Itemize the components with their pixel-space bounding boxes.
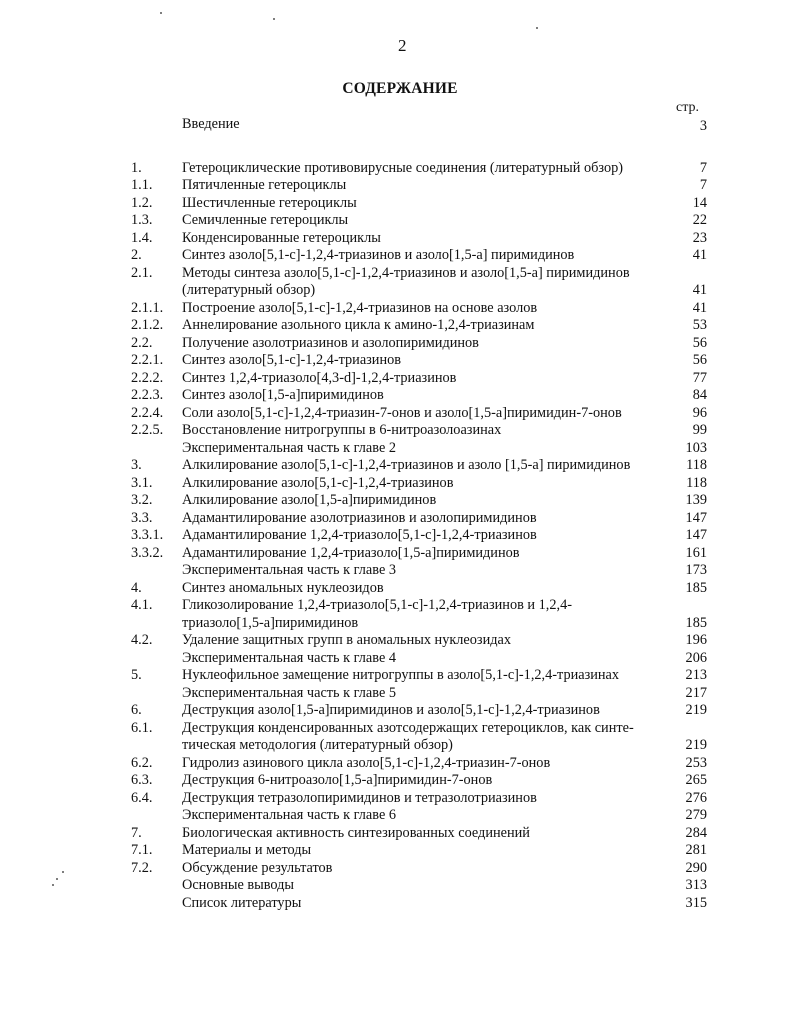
toc-entry-number: 2.2.5. xyxy=(131,422,164,438)
toc-entry-page: 219 xyxy=(685,737,707,753)
scan-speck xyxy=(62,871,64,873)
toc-entry-number: 6.1. xyxy=(131,719,153,736)
toc-entry-title: Построение азоло[5,1-с]-1,2,4-триазинов на основе азолов xyxy=(182,299,538,316)
toc-entry-title: Адамантилирование азолотриазинов и азолопиримидинов xyxy=(182,509,537,526)
toc-entry-page: 265 xyxy=(685,772,707,788)
toc-entry-title: Адамантилирование 1,2,4-триазоло[1,5-а]пиримидинов xyxy=(182,544,520,561)
toc-entry-title: Список литературы xyxy=(182,894,302,911)
toc-entry-title: Шестичленные гетероциклы xyxy=(182,194,357,211)
toc-entry-page: 217 xyxy=(685,684,707,701)
page-number: 2 xyxy=(398,36,407,55)
toc-entry-number: 2.1.1. xyxy=(131,299,164,316)
toc-entry-page: 313 xyxy=(685,877,707,893)
toc-entry-page: 23 xyxy=(692,229,707,246)
toc-entry-number: 2.1.2. xyxy=(131,317,164,333)
toc-entry-title: Удаление защитных групп в аномальных нуклеозидах xyxy=(182,632,511,648)
toc-entry-page: 206 xyxy=(685,649,707,666)
toc-entry-page: 56 xyxy=(692,334,707,351)
toc-entry-number: 2.2. xyxy=(131,334,153,351)
toc-entry-number: 7.1. xyxy=(131,842,153,858)
toc-entry-page: 41 xyxy=(692,282,707,298)
toc-entry-page: 77 xyxy=(692,369,707,386)
toc-entry-number: 4.2. xyxy=(131,632,153,648)
toc-entry-title: Экспериментальная часть к главе 4 xyxy=(182,649,397,666)
toc-entry-number: 1.4. xyxy=(131,229,153,246)
toc-entry-title: Деструкция конденсированных азотсодержащих гетероциклов, как синте- xyxy=(182,719,634,736)
toc-entry-title: Экспериментальная часть к главе 5 xyxy=(182,684,397,701)
toc-entry-title: Деструкция 6-нитроазоло[1,5-а]пиримидин-7-онов xyxy=(182,772,493,788)
toc-entry-number: 6.4. xyxy=(131,789,153,806)
toc-entry-page: 96 xyxy=(692,404,707,421)
toc-entry-number: 2.2.1. xyxy=(131,352,164,368)
toc-entry-number: 4. xyxy=(131,579,142,596)
toc-entry-number: 1.3. xyxy=(131,212,153,228)
toc-entry-number: 5. xyxy=(131,667,142,683)
toc-entry-title: Деструкция тетразолопиримидинов и тетразолотриазинов xyxy=(182,789,537,806)
toc-entry-page: 41 xyxy=(692,247,707,263)
toc-entry-title: Гликозолирование 1,2,4-триазоло[5,1-с]-1,2,4-триазинов и 1,2,4- xyxy=(182,597,572,613)
toc-entry-page: 53 xyxy=(692,317,707,333)
toc-entry-page: 147 xyxy=(685,527,707,543)
toc-entry-page: 7 xyxy=(699,159,707,176)
toc-entry-page: 84 xyxy=(692,387,707,403)
toc-entry-title: Экспериментальная часть к главе 2 xyxy=(182,439,397,456)
toc-entry-title: Введение xyxy=(182,116,240,132)
toc-entry-page: 185 xyxy=(685,579,707,596)
toc-entry-number: 2. xyxy=(131,247,142,263)
toc-entry-page: 147 xyxy=(685,509,707,526)
toc-entry-number: 1.1. xyxy=(131,177,153,193)
toc-entry-title: Алкилирование азоло[5,1-с]-1,2,4-триазинов и азоло [1,5-а] пиримидинов xyxy=(182,457,631,473)
toc-entry-page: 118 xyxy=(686,457,707,473)
toc-entry-title: Методы синтеза азоло[5,1-с]-1,2,4-триазинов и азоло[1,5-а] пиримидинов xyxy=(182,264,630,281)
scan-speck xyxy=(56,878,58,880)
toc-entry-title: Нуклеофильное замещение нитрогруппы в азоло[5,1-с]-1,2,4-триазинах xyxy=(182,667,620,683)
toc-entry-title: Синтез 1,2,4-триазоло[4,3-d]-1,2,4-триазинов xyxy=(182,369,457,386)
toc-entry-title: Материалы и методы xyxy=(182,842,312,858)
toc-entry-number: 6.2. xyxy=(131,754,153,771)
toc-entry-title: Семичленные гетероциклы xyxy=(182,212,349,228)
toc-entry-page: 219 xyxy=(685,702,707,718)
toc-entry-page: 56 xyxy=(692,352,707,368)
scan-speck xyxy=(273,18,275,20)
page-column-header: стр. xyxy=(676,100,700,115)
toc-entry-title: Конденсированные гетероциклы xyxy=(182,229,381,246)
toc-entry-page: 315 xyxy=(685,894,707,911)
toc-entry-page: 118 xyxy=(686,474,707,491)
toc-entry-number: 6. xyxy=(131,702,142,718)
toc-entry-number: 3. xyxy=(131,457,142,473)
toc-entry-number: 3.3.1. xyxy=(131,527,164,543)
toc-entry-title: Пятичленные гетероциклы xyxy=(182,177,347,193)
toc-entry-title: Экспериментальная часть к главе 6 xyxy=(182,807,397,823)
toc-entry-title: Обсуждение результатов xyxy=(182,859,333,876)
toc-entry-number: 2.2.2. xyxy=(131,369,164,386)
toc-entry-title-continued: (литературный обзор) xyxy=(182,282,316,298)
toc-entry-title-continued: тическая методология (литературный обзор) xyxy=(182,737,453,753)
toc-entry-title: Гидролиз азинового цикла азоло[5,1-с]-1,2,4-триазин-7-онов xyxy=(182,754,551,771)
toc-entry-title: Синтез азоло[1,5-а]пиримидинов xyxy=(182,387,384,403)
toc-entry-page: 22 xyxy=(692,212,707,228)
toc-entry-title: Соли азоло[5,1-с]-1,2,4-триазин-7-онов и азоло[1,5-а]пиримидин-7-онов xyxy=(182,404,622,421)
toc-entry-title: Алкилирование азоло[5,1-с]-1,2,4-триазинов xyxy=(182,474,454,491)
toc-entry-title: Биологическая активность синтезированных соединений xyxy=(182,824,530,841)
toc-entry-number: 3.2. xyxy=(131,492,153,508)
toc-entry-title: Деструкция азоло[1,5-а]пиримидинов и азоло[5,1-с]-1,2,4-триазинов xyxy=(182,702,600,718)
toc-entry-number: 6.3. xyxy=(131,772,153,788)
toc-entry-number: 7.2. xyxy=(131,859,153,876)
toc-entry-title: Аннелирование азольного цикла к амино-1,2,4-триазинам xyxy=(182,317,535,333)
toc-entry-title: Экспериментальная часть к главе 3 xyxy=(182,562,397,578)
toc-entry-title: Синтез азоло[5,1-с]-1,2,4-триазинов и азоло[1,5-а] пиримидинов xyxy=(182,247,575,263)
toc-entry-page: 103 xyxy=(685,439,707,456)
toc-entry-page: 7 xyxy=(699,177,707,193)
toc-entry-number: 4.1. xyxy=(131,597,153,613)
toc-entry-title-continued: триазоло[1,5-а]пиримидинов xyxy=(182,614,359,631)
toc-entry-page: 196 xyxy=(685,632,707,648)
toc-entry-page: 161 xyxy=(685,544,707,561)
toc-entry-page: 281 xyxy=(685,842,707,858)
toc-entry-title: Синтез аномальных нуклеозидов xyxy=(182,579,384,596)
toc-entry-number: 3.1. xyxy=(131,474,153,491)
toc-entry-title: Получение азолотриазинов и азолопиримидинов xyxy=(182,334,479,351)
toc-entry-title: Гетероциклические противовирусные соединения (литературный обзор) xyxy=(182,159,624,176)
toc-entry-page: 3 xyxy=(699,118,707,134)
toc-entry-number: 3.3.2. xyxy=(131,544,164,561)
toc-entry-number: 2.2.3. xyxy=(131,387,164,403)
toc-entry-page: 139 xyxy=(685,492,707,508)
toc-entry-page: 290 xyxy=(685,859,707,876)
toc-entry-page: 99 xyxy=(692,422,707,438)
toc-entry-number: 2.2.4. xyxy=(131,404,164,421)
toc-entry-page: 284 xyxy=(685,824,707,841)
scan-speck xyxy=(160,12,162,14)
scan-speck xyxy=(536,27,538,29)
toc-entry-title: Адамантилирование 1,2,4-триазоло[5,1-с]-1,2,4-триазинов xyxy=(182,527,537,543)
page-title: СОДЕРЖАНИЕ xyxy=(342,80,458,97)
toc-entry-page: 279 xyxy=(685,807,707,823)
toc-entry-page: 253 xyxy=(685,754,707,771)
toc-entry-title: Основные выводы xyxy=(182,877,295,893)
toc-entry-page: 14 xyxy=(692,194,707,211)
toc-entry-page: 213 xyxy=(685,667,707,683)
toc-entry-page: 185 xyxy=(685,614,707,631)
toc-entry-number: 1. xyxy=(131,159,142,176)
toc-entry-page: 173 xyxy=(685,562,707,578)
toc-entry-title: Алкилирование азоло[1,5-а]пиримидинов xyxy=(182,492,437,508)
toc-entry-number: 2.1. xyxy=(131,264,153,281)
toc-entry-title: Синтез азоло[5,1-с]-1,2,4-триазинов xyxy=(182,352,402,368)
scan-speck xyxy=(52,884,54,886)
toc-entry-number: 7. xyxy=(131,824,142,841)
toc-entry-page: 276 xyxy=(685,789,707,806)
toc-entry-number: 3.3. xyxy=(131,509,153,526)
toc-entry-page: 41 xyxy=(692,299,707,316)
toc-entry-title: Восстановление нитрогруппы в 6-нитроазолоазинах xyxy=(182,422,502,438)
toc-entry-number: 1.2. xyxy=(131,194,153,211)
